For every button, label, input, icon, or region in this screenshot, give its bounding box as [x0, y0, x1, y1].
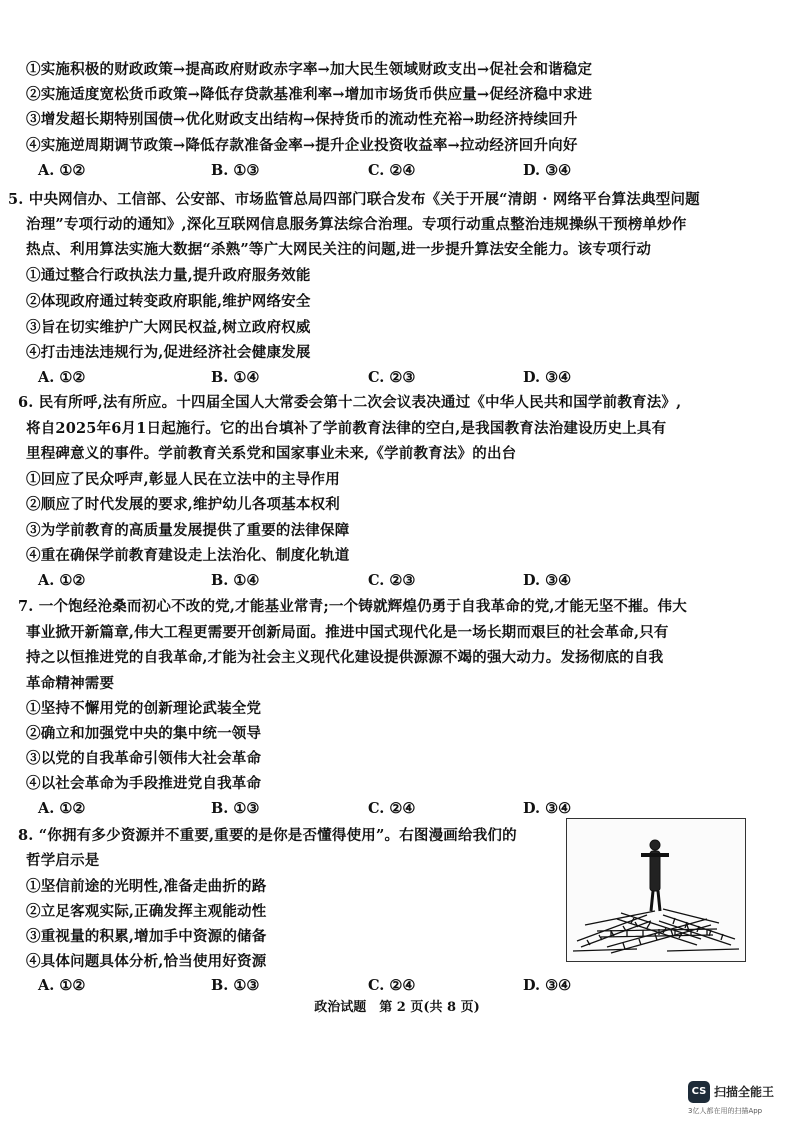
q5-item-1: ①通过整合行政执法力量,提升政府服务效能: [26, 267, 311, 284]
page-footer: 政治试题 第 2 页(共 8 页): [314, 1000, 480, 1015]
q4-item-1: ①实施积极的财政政策→提高政府财政赤字率→加大民生领域财政支出→促社会和谐稳定: [26, 61, 593, 78]
ladder-pile: [573, 909, 739, 953]
q7-option-d: D. ③④: [523, 800, 572, 817]
q8-option-c: C. ②④: [368, 977, 416, 994]
q6-option-c: C. ②③: [368, 572, 416, 589]
q4-option-a: A. ①②: [38, 162, 86, 179]
q5-option-b: B. ①④: [211, 369, 260, 386]
q7-stem-3: 持之以恒推进党的自我革命,才能为社会主义现代化建设提供源源不竭的强大动力。发扬彻底的自我: [26, 649, 664, 666]
q8-option-b: B. ①③: [211, 977, 260, 994]
watermark-slogan: 3亿人都在用的扫描App: [688, 1107, 763, 1115]
q4-item-2: ②实施适度宽松货币政策→降低存贷款基准利率→增加市场货币供应量→促经济稳中求进: [26, 86, 593, 103]
q6-stem-3: 里程碑意义的事件。学前教育关系党和国家事业未来,《学前教育法》的出台: [26, 445, 517, 462]
q5-stem-1: 5. 中央网信办、工信部、公安部、市场监管总局四部门联合发布《关于开展“清朗 · 网络平台算法典型问题: [8, 191, 700, 208]
camscanner-logo-icon: CS: [688, 1081, 710, 1103]
q8-option-a: A. ①②: [38, 977, 86, 994]
q4-item-4: ④实施逆周期调节政策→降低存款准备金率→提升企业投资收益率→拉动经济回升向好: [26, 137, 578, 154]
q8-cartoon-image: [566, 818, 746, 962]
watermark-name: 扫描全能王: [714, 1085, 775, 1099]
q5-item-3: ③旨在切实维护广大网民权益,树立政府权威: [26, 319, 311, 336]
q8-item-1: ①坚信前途的光明性,准备走曲折的路: [26, 878, 267, 895]
q6-option-a: A. ①②: [38, 572, 86, 589]
q7-stem-1: 7. 一个饱经沧桑而初心不改的党,才能基业常青;一个铸就辉煌仍勇于自我革命的党,才能无坚不摧。伟大: [18, 598, 687, 615]
q6-item-1: ①回应了民众呼声,彰显人民在立法中的主导作用: [26, 471, 340, 488]
q4-option-c: C. ②④: [368, 162, 416, 179]
q7-option-c: C. ②④: [368, 800, 416, 817]
q7-option-a: A. ①②: [38, 800, 86, 817]
q5-option-c: C. ②③: [368, 369, 416, 386]
q6-option-d: D. ③④: [523, 572, 572, 589]
q6-option-b: B. ①④: [211, 572, 260, 589]
q8-stem-1: 8. “你拥有多少资源并不重要,重要的是你是否懂得使用”。右图漫画给我们的: [18, 827, 517, 844]
scanner-watermark: [688, 1081, 788, 1121]
q7-stem-2: 事业掀开新篇章,伟大工程更需要开创新局面。推进中国式现代化是一场长期而艰巨的社会革命,只有: [26, 624, 669, 641]
q5-stem-3: 热点、利用算法实施大数据“杀熟”等广大网民关注的问题,进一步提升算法安全能力。该专项行动: [26, 241, 652, 258]
q7-item-3: ③以党的自我革命引领伟大社会革命: [26, 750, 262, 767]
q8-item-2: ②立足客观实际,正确发挥主观能动性: [26, 903, 267, 920]
q5-option-a: A. ①②: [38, 369, 86, 386]
q5-stem-2: 治理”专项行动的通知》,深化互联网信息服务算法综合治理。专项行动重点整治违规操纵干预榜单炒作: [26, 216, 687, 233]
q8-item-4: ④具体问题具体分析,恰当使用好资源: [26, 953, 267, 970]
q6-item-2: ②顺应了时代发展的要求,维护幼儿各项基本权利: [26, 496, 340, 513]
q6-stem-1: 6. 民有所呼,法有所应。十四届全国人大常委会第十二次会议表决通过《中华人民共和国学前教育法》,: [18, 394, 682, 411]
q7-option-b: B. ①③: [211, 800, 260, 817]
q4-item-3: ③增发超长期特别国债→优化财政支出结构→保持货币的流动性充裕→助经济持续回升: [26, 111, 578, 128]
q7-item-2: ②确立和加强党中央的集中统一领导: [26, 725, 262, 742]
q5-item-2: ②体现政府通过转变政府职能,维护网络安全: [26, 293, 311, 310]
figure-person: [641, 840, 669, 911]
q7-item-4: ④以社会革命为手段推进党自我革命: [26, 775, 262, 792]
q5-item-4: ④打击违法违规行为,促进经济社会健康发展: [26, 344, 311, 361]
q7-item-1: ①坚持不懈用党的创新理论武装全党: [26, 700, 262, 717]
q6-item-4: ④重在确保学前教育建设走上法治化、制度化轨道: [26, 547, 350, 564]
q5-option-d: D. ③④: [523, 369, 572, 386]
q4-option-d: D. ③④: [523, 162, 572, 179]
q8-stem-2: 哲学启示是: [26, 852, 100, 869]
q7-stem-4: 革命精神需要: [26, 675, 115, 692]
q6-item-3: ③为学前教育的高质量发展提供了重要的法律保障: [26, 522, 350, 539]
q8-item-3: ③重视量的积累,增加手中资源的储备: [26, 928, 267, 945]
q4-option-b: B. ①③: [211, 162, 260, 179]
q6-stem-2: 将自2025年6月1日起施行。它的出台填补了学前教育法律的空白,是我国教育法治建设历史上具有: [26, 420, 667, 437]
q8-option-d: D. ③④: [523, 977, 572, 994]
cartoon-drawing: [567, 819, 745, 961]
